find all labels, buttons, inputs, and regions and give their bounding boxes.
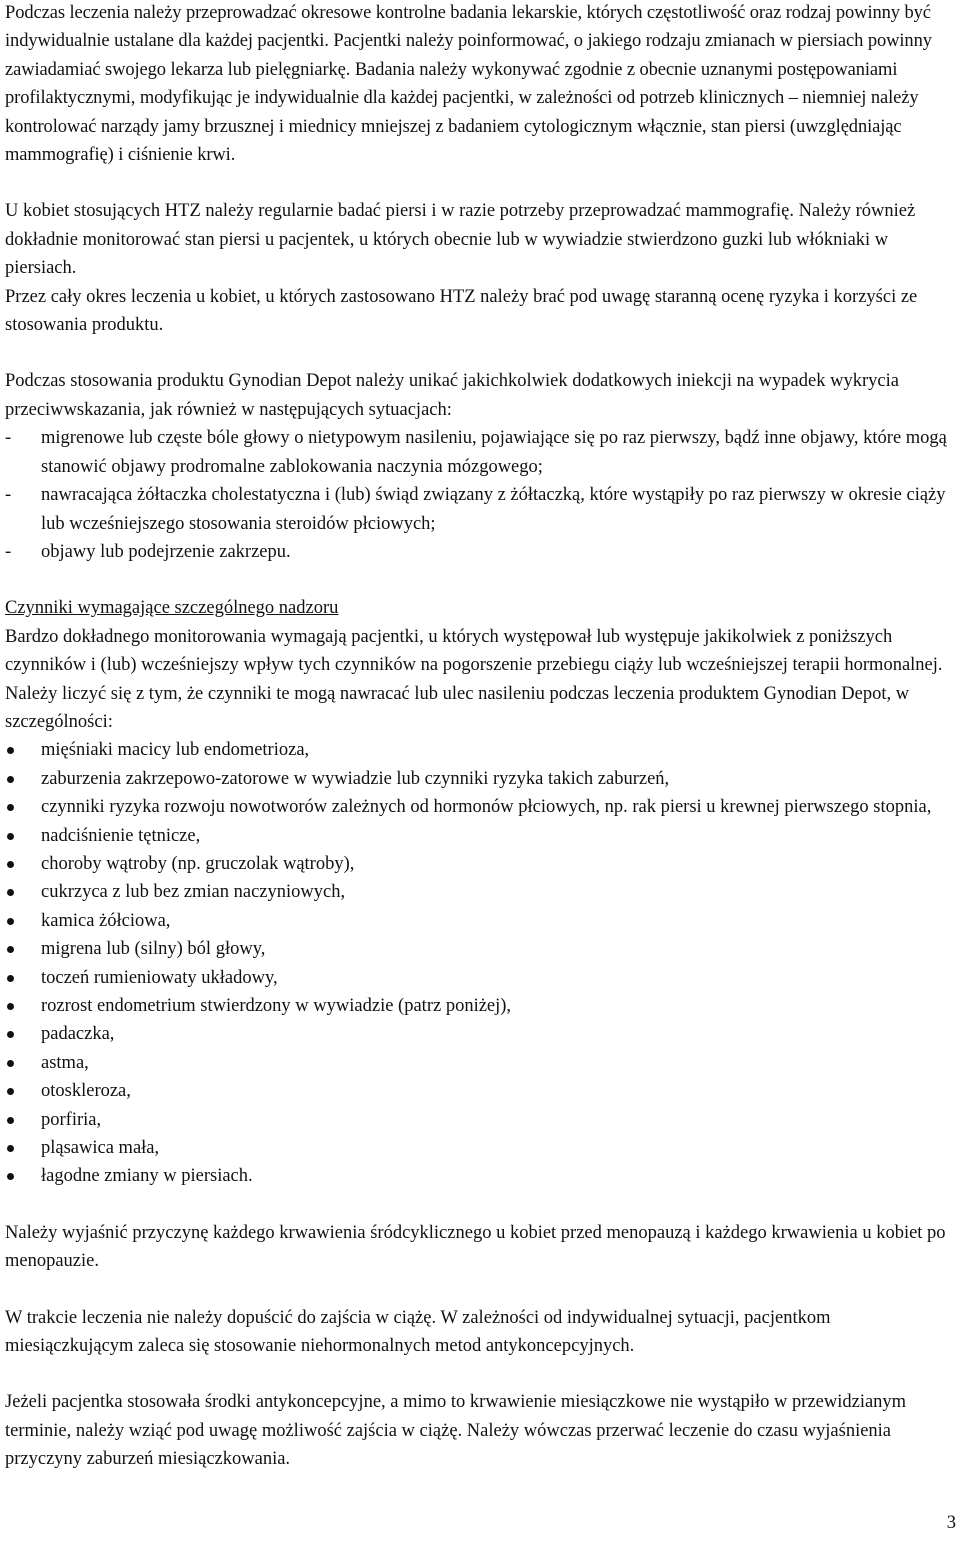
bullet-item-text: cukrzyca z lub bez zmian naczyniowych,	[41, 882, 346, 903]
bullet-dot	[7, 1060, 14, 1067]
bullet-list-item	[5, 1077, 955, 1105]
spacer	[5, 1360, 955, 1388]
paragraph-monitoring: Podczas leczenia należy przeprowadzać okresowe kontrolne badania lekarskie, których częstotliwość oraz rodzaj powinny być indywidualnie ustalane dla każdej pacjentki. Pacjentki należy poinformować, o jakiego rodzaju zmianach w piersiach powinny zawiadamiać swojego lekarza lub pielęgniarkę. Badania należy wykonywać zgodnie z obecnie uznanymi postępowaniami profilaktycznymi, modyfikując je indywidualnie dla każdej pacjentki, w zależności od potrzeb klinicznych – niemniej należy kontrolować narządy jamy brzusznej i miednicy mniejszej z badaniem cytologicznym włącznie, stan piersi (uwzględniając mammografię) i ciśnienie krwi.	[5, 3, 932, 166]
bullet-list-item	[5, 964, 955, 992]
dash-item-text: nawracająca żółtaczka cholestatyczna i (lub) świąd związany z żółtaczką, które wystąpiły po raz pierwszy w okresie ciąży lub wcześniejszego stosowania steroidów płciowych;	[41, 485, 946, 534]
bullet-dot	[7, 804, 14, 811]
paragraph-pregnancy: W trakcie leczenia nie należy dopuścić do zajścia w ciążę. W zależności od indywidualnej sytuacji, pacjentkom miesiączkującym zaleca się stosowanie niehormonalnych metod antykoncepcyjnych.	[5, 1307, 831, 1357]
dash-marker: -	[5, 541, 12, 562]
bullet-dot	[7, 1173, 14, 1180]
bullet-item-text: astma,	[41, 1052, 89, 1073]
document-page	[5, 0, 955, 1474]
bullet-list-item	[5, 878, 955, 906]
bullet-item-text: padaczka,	[41, 1024, 115, 1045]
bullet-dot	[7, 861, 14, 868]
dash-list-item	[5, 424, 955, 481]
bullet-dot	[7, 1088, 14, 1095]
spacer	[5, 1276, 955, 1304]
bullet-dot	[7, 1003, 14, 1010]
bullet-item-text: czynniki ryzyka rozwoju nowotworów zależnych od hormonów płciowych, np. rak piersi u krewnej pierwszego stopnia,	[41, 797, 932, 818]
bullet-dot	[7, 833, 14, 840]
bullet-list-item	[5, 1162, 955, 1190]
bullet-list-item	[5, 793, 955, 821]
spacer	[5, 169, 955, 197]
page-number: 3	[946, 1512, 956, 1533]
bullet-dot	[7, 946, 14, 953]
bullet-dot	[7, 889, 14, 896]
dash-marker: -	[5, 485, 12, 506]
bullet-item-text: łagodne zmiany w piersiach.	[41, 1166, 253, 1187]
bullet-list-item	[5, 992, 955, 1020]
bullet-dot	[7, 776, 14, 783]
paragraph-contraception: Jeżeli pacjentka stosowała środki antykoncepcyjne, a mimo to krwawienie miesiączkowe nie wystąpiło w przewidzianym terminie, należy wziąć pod uwagę możliwość zajścia w ciążę. Należy wówczas przerwać leczenie do czasu wyjaśnienia przyczyny zaburzeń miesiączkowania.	[5, 1392, 907, 1470]
dash-item-text: migrenowe lub częste bóle głowy o nietypowym nasileniu, pojawiające się po raz pierwszy, bądź inne objawy, które mogą stanowić objawy prodromalne zablokowania naczynia mózgowego;	[41, 428, 947, 477]
dash-item-text: objawy lub podejrzenie zakrzepu.	[41, 541, 291, 562]
paragraph-risk-benefit: Przez cały okres leczenia u kobiet, u których zastosowano HTZ należy brać pod uwagę staranną ocenę ryzyka i korzyści ze stosowania produktu.	[5, 286, 918, 336]
bullet-list-item	[5, 907, 955, 935]
bullet-dot	[7, 1031, 14, 1038]
spacer	[5, 1191, 955, 1219]
bullet-list-item	[5, 850, 955, 878]
bullet-item-text: nadciśnienie tętnicze,	[41, 825, 201, 846]
paragraph-bleeding: Należy wyjaśnić przyczynę każdego krwawienia śródcyklicznego u kobiet przed menopauzą i każdego krwawienia u kobiet po menopauzie.	[5, 1222, 946, 1272]
bullet-item-text: migrena lub (silny) ból głowy,	[41, 939, 266, 960]
bullet-list	[5, 736, 955, 1191]
spacer	[5, 339, 955, 367]
spacer	[5, 566, 955, 594]
dash-list	[5, 424, 955, 566]
bullet-dot	[7, 918, 14, 925]
bullet-list-item	[5, 935, 955, 963]
bullet-item-text: porfiria,	[41, 1109, 102, 1130]
paragraph-risk-factors: Bardzo dokładnego monitorowania wymagają pacjentki, u których występował lub występuje jakikolwiek z poniższych czynników i (lub) wcześniejszy wpływ tych czynników na pogorszenie przebiegu ciąży lub wcześniejszej terapii hormonalnej. Należy liczyć się z tym, że czynniki te mogą nawracać lub ulec nasileniu podczas leczenia produktem Gynodian Depot, w szczególności:	[5, 626, 943, 732]
bullet-list-item	[5, 736, 955, 764]
bullet-item-text: mięśniaki macicy lub endometrioza,	[41, 740, 310, 761]
bullet-item-text: kamica żółciowa,	[41, 910, 171, 931]
bullet-item-text: toczeń rumieniowaty układowy,	[41, 967, 278, 988]
paragraph-htz-breast: U kobiet stosujących HTZ należy regularnie badać piersi i w razie potrzeby przeprowadzać mammografię. Należy również dokładnie monitorować stan piersi u pacjentek, u których obecnie lub w wywiadzie stwierdzono guzki lub włókniaki w piersiach.	[5, 201, 916, 279]
bullet-dot	[7, 975, 14, 982]
bullet-dot	[7, 1145, 14, 1152]
dash-marker: -	[5, 428, 12, 449]
bullet-list-item	[5, 1020, 955, 1048]
paragraph-injections: Podczas stosowania produktu Gynodian Depot należy unikać jakichkolwiek dodatkowych iniekcji na wypadek wykrycia przeciwwskazania, jak również w następujących sytuacjach:	[5, 371, 899, 420]
bullet-item-text: rozrost endometrium stwierdzony w wywiadzie (patrz poniżej),	[41, 996, 512, 1016]
bullet-list-item	[5, 1106, 955, 1134]
bullet-list-item	[5, 765, 955, 793]
bullet-item-text: pląsawica mała,	[41, 1138, 160, 1159]
dash-list-item	[5, 538, 955, 566]
bullet-item-text: zaburzenia zakrzepowo-zatorowe w wywiadzie lub czynniki ryzyka takich zaburzeń,	[41, 768, 670, 789]
bullet-item-text: otoskleroza,	[41, 1081, 131, 1102]
bullet-list-item	[5, 822, 955, 850]
bullet-dot	[7, 1117, 14, 1124]
bullet-dot	[7, 747, 14, 754]
bullet-list-item	[5, 1049, 955, 1077]
section-heading: Czynniki wymagające szczególnego nadzoru	[5, 598, 339, 619]
bullet-item-text: choroby wątroby (np. gruczolak wątroby),	[41, 853, 355, 874]
bullet-list-item	[5, 1134, 955, 1162]
dash-list-item	[5, 481, 955, 538]
